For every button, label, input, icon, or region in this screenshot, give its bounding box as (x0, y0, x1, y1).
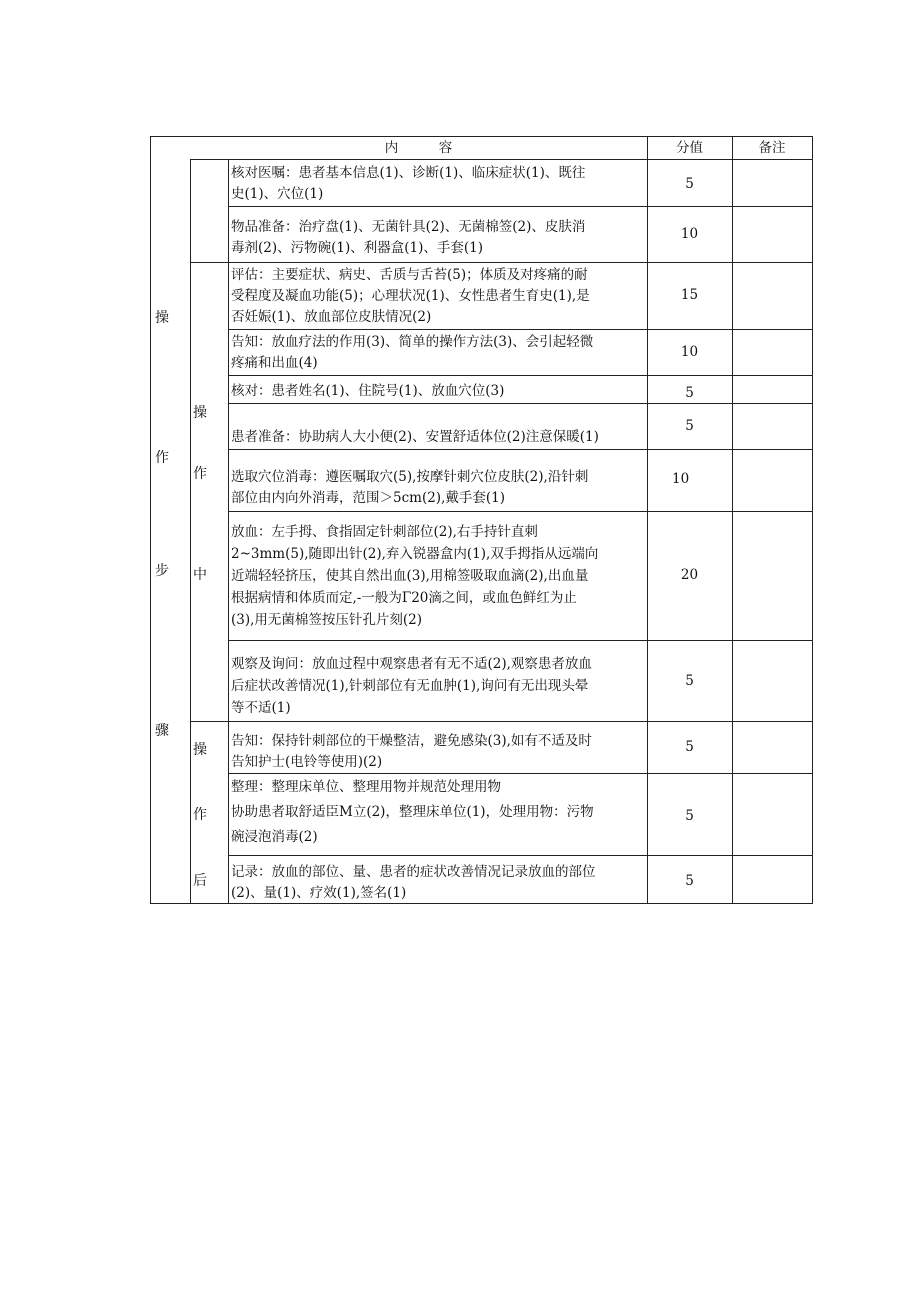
row-divider (228, 511, 812, 512)
item-text-line: (3),用无菌棉签按压针孔片刻(2) (231, 612, 423, 628)
item-text-line: 告知：放血疗法的作用(3)、简单的操作方法(3)、会引起轻微 (231, 334, 594, 350)
section-label-char: 骤 (155, 723, 169, 739)
col-divider (647, 136, 648, 904)
phase-mid-char: 中 (193, 567, 207, 583)
header-bottom-border (190, 159, 812, 160)
item-score: 10 (680, 226, 699, 242)
row-divider (190, 721, 812, 722)
item-score: 5 (685, 739, 694, 755)
row-divider (228, 329, 812, 330)
item-text-line: 观察及询问：放血过程中观察患者有无不适(2),观察患者放血 (231, 656, 592, 672)
item-text-line: 告知护士(电铃等使用)(2) (231, 754, 383, 770)
phase-mid-char: 作 (193, 466, 207, 482)
row-divider (228, 375, 812, 376)
col-divider (228, 159, 229, 904)
item-text-line: 毒剂(2)、污物碗(1)、利器盒(1)、手套(1) (231, 240, 483, 256)
phase-mid-char: 操 (193, 405, 207, 421)
item-text-line: 核对医嘱：患者基本信息(1)、诊断(1)、临床症状(1)、既往 (231, 165, 586, 181)
item-text-line: 等不适(1) (231, 700, 291, 716)
item-text-line: 告知：保持针刺部位的干燥整洁，避免感染(3),如有不适及时 (231, 733, 592, 749)
item-score: 5 (685, 873, 694, 889)
item-score: 5 (685, 176, 694, 192)
item-text-line: 疼痛和出血(4) (231, 355, 318, 371)
item-text-line: 否妊娠(1)、放血部位皮肤情况(2) (231, 309, 432, 325)
phase-post-char: 操 (193, 742, 207, 758)
item-score: 10 (680, 344, 699, 360)
row-divider (228, 206, 812, 207)
row-divider (228, 855, 812, 856)
item-text-line: 物品准备：治疗盘(1)、无菌针具(2)、无菌棉签(2)、皮肤消 (231, 219, 586, 235)
item-score: 20 (680, 567, 699, 583)
item-text-line: 史(1)、穴位(1) (231, 186, 324, 202)
table-left-border (150, 136, 151, 904)
item-text-line: (2)、量(1)、疗效(1),签名(1) (231, 885, 407, 901)
row-divider (228, 640, 812, 641)
row-divider (190, 262, 812, 263)
item-text-line: 2~3mm(5),随即出针(2),弃入锐器盒内(1),双手拇指从远端向 (231, 546, 599, 562)
item-score: 10 (672, 471, 690, 487)
row-divider (228, 773, 812, 774)
item-text-line: 碗浸泡消毒(2) (231, 829, 318, 845)
item-text-line: 部位由内向外消毒，范围＞5cm(2),戴手套(1) (231, 490, 505, 506)
table-top-border (150, 136, 812, 137)
col-divider (190, 159, 191, 904)
item-text-line: 近端轻轻挤压，使其自然出血(3),用棉签吸取血滴(2),出血量 (231, 568, 589, 584)
header-content: 内 容 (384, 140, 453, 156)
section-label-char: 步 (155, 563, 169, 579)
item-score: 5 (685, 673, 694, 689)
item-score: 5 (685, 385, 694, 401)
phase-post-char: 后 (193, 873, 207, 889)
item-text-line: 记录：放血的部位、量、患者的症状改善情况记录放血的部位 (231, 864, 596, 880)
item-score: 5 (685, 418, 694, 434)
item-text-line: 后症状改善情况(1),针刺部位有无血肿(1),询问有无出现头晕 (231, 678, 589, 694)
item-text-line: 协助患者取舒适臣M立(2)，整理床单位(1)，处理用物：污物 (231, 804, 594, 820)
item-score: 15 (680, 287, 699, 303)
table-right-border (812, 136, 813, 904)
item-text-line: 患者准备：协助病人大小便(2)、安置舒适体位(2)注意保暖(1) (231, 429, 599, 445)
section-label-char: 操 (155, 310, 169, 326)
item-text-line: 评估：主要症状、病史、舌质与舌苔(5)；体质及对疼痛的耐 (231, 267, 588, 283)
section-label-char: 作 (155, 450, 169, 466)
header-remark: 备注 (758, 140, 786, 156)
item-text-line: 选取穴位消毒：遵医嘱取穴(5),按摩针刺穴位皮肤(2),沿针刺 (231, 469, 589, 485)
item-text-line: 核对：患者姓名(1)、住院号(1)、放血穴位(3) (231, 383, 505, 399)
phase-post-char: 作 (193, 807, 207, 823)
item-text-line: 受程度及凝血功能(5)；心理状况(1)、女性患者生育史(1),是 (231, 288, 590, 304)
item-text-line: 放血：左手拇、食指固定针刺部位(2),右手持针直刺 (231, 524, 538, 540)
item-score: 5 (685, 808, 694, 824)
item-text-line: 根据病情和体质而定,-一般为Γ20滴之间，或血色鲜红为止 (231, 590, 577, 606)
row-divider (228, 449, 812, 450)
col-divider (732, 136, 733, 904)
header-score: 分值 (676, 140, 703, 156)
item-text-line: 整理：整理床单位、整理用物并规范处理用物 (231, 779, 501, 795)
